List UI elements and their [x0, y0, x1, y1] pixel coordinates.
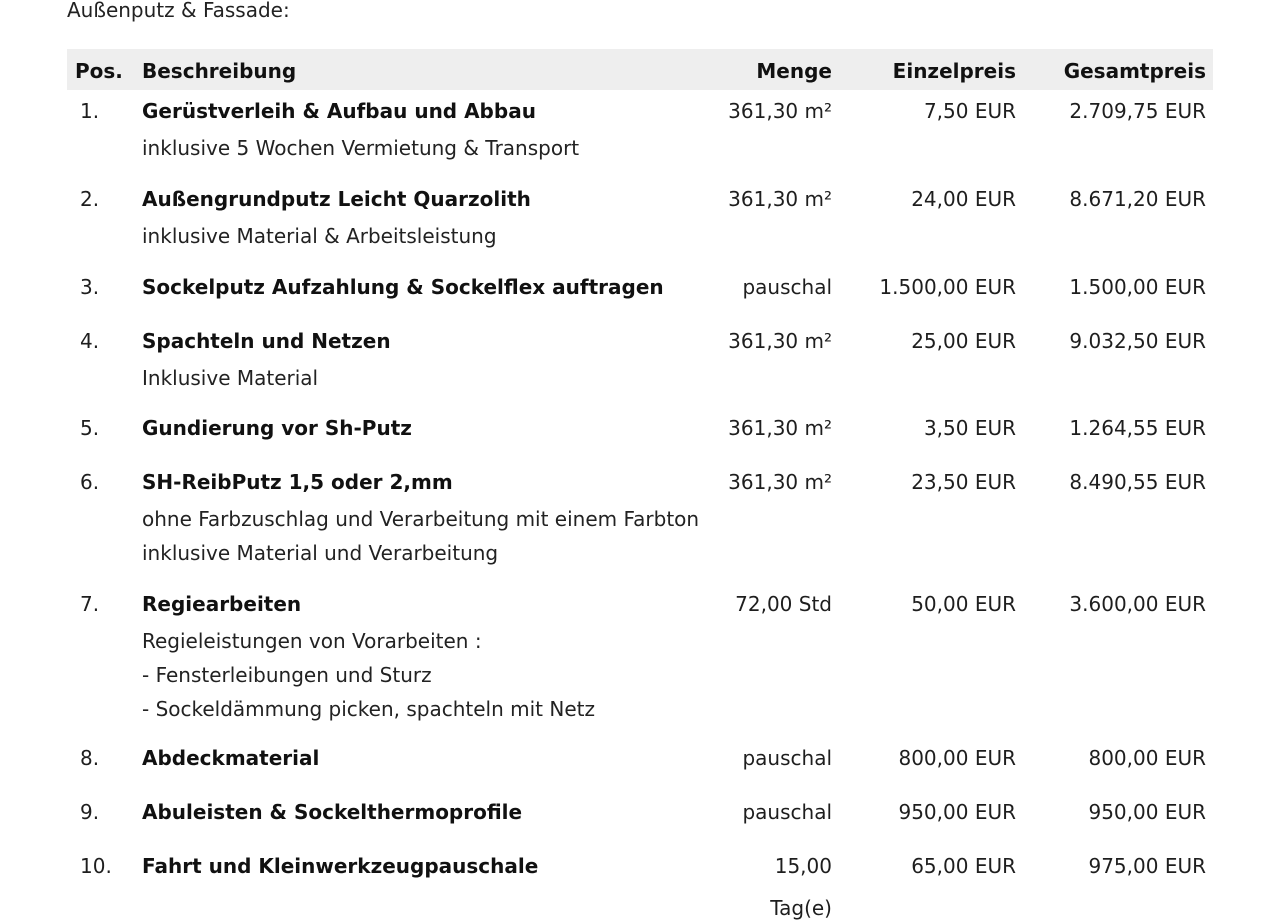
- row-menge: pauschal: [742, 746, 832, 770]
- row-gesamtpreis: 800,00 EUR: [1088, 746, 1206, 770]
- row-description: ohne Farbzuschlag und Verarbeitung mit einem Farbton: [142, 507, 700, 531]
- row-title: Fahrt und Kleinwerkzeugpauschale: [142, 854, 539, 878]
- row-title: SH-ReibPutz 1,5 oder 2,mm: [142, 470, 453, 494]
- row-gesamtpreis: 9.032,50 EUR: [1069, 329, 1206, 353]
- row-menge: 361,30 m²: [728, 416, 832, 440]
- row-title: Abuleisten & Sockelthermoprofile: [142, 800, 523, 824]
- row-gesamtpreis: 8.490,55 EUR: [1069, 470, 1206, 494]
- row-menge: 361,30 m²: [728, 329, 832, 353]
- row-title: Spachteln und Netzen: [142, 329, 391, 353]
- row-pos: 8.: [80, 746, 100, 770]
- row-title: Gerüstverleih & Aufbau und Abbau: [142, 99, 536, 123]
- row-description: inklusive Material & Arbeitsleistung: [142, 224, 497, 248]
- row-menge: 15,00: [774, 854, 832, 878]
- header-menge: Menge: [756, 59, 832, 83]
- row-title: Sockelputz Aufzahlung & Sockelflex auftragen: [142, 275, 664, 299]
- row-description: inklusive 5 Wochen Vermietung & Transport: [142, 136, 580, 160]
- row-einzelpreis: 7,50 EUR: [923, 99, 1016, 123]
- row-menge: 361,30 m²: [728, 99, 832, 123]
- row-pos: 6.: [80, 470, 100, 494]
- row-einzelpreis: 1.500,00 EUR: [879, 275, 1016, 299]
- row-menge-unit: Tag(e): [770, 896, 832, 920]
- row-pos: 4.: [80, 329, 100, 353]
- header-gesamtpreis: Gesamtpreis: [1063, 59, 1206, 83]
- row-pos: 10.: [80, 854, 112, 878]
- row-pos: 1.: [80, 99, 100, 123]
- row-einzelpreis: 23,50 EUR: [911, 470, 1016, 494]
- section-title: Außenputz & Fassade:: [67, 0, 290, 22]
- row-pos: 7.: [80, 592, 100, 616]
- row-menge: pauschal: [742, 800, 832, 824]
- row-einzelpreis: 25,00 EUR: [911, 329, 1016, 353]
- row-title: Gundierung vor Sh-Putz: [142, 416, 412, 440]
- row-title: Abdeckmaterial: [142, 746, 320, 770]
- row-einzelpreis: 3,50 EUR: [923, 416, 1016, 440]
- row-pos: 5.: [80, 416, 100, 440]
- row-einzelpreis: 800,00 EUR: [898, 746, 1016, 770]
- row-gesamtpreis: 1.264,55 EUR: [1069, 416, 1206, 440]
- header-einzelpreis: Einzelpreis: [892, 59, 1016, 83]
- row-description: inklusive Material und Verarbeitung: [142, 541, 499, 565]
- row-einzelpreis: 65,00 EUR: [911, 854, 1016, 878]
- row-einzelpreis: 950,00 EUR: [898, 800, 1016, 824]
- row-gesamtpreis: 8.671,20 EUR: [1069, 187, 1206, 211]
- row-description: Regieleistungen von Vorarbeiten :: [142, 629, 482, 653]
- row-gesamtpreis: 975,00 EUR: [1088, 854, 1206, 878]
- row-gesamtpreis: 1.500,00 EUR: [1069, 275, 1206, 299]
- row-pos: 3.: [80, 275, 100, 299]
- row-menge: 72,00 Std: [735, 592, 832, 616]
- row-pos: 2.: [80, 187, 100, 211]
- row-gesamtpreis: 950,00 EUR: [1088, 800, 1206, 824]
- row-menge: 361,30 m²: [728, 470, 832, 494]
- header-pos: Pos.: [75, 59, 123, 83]
- row-gesamtpreis: 2.709,75 EUR: [1069, 99, 1206, 123]
- row-menge: 361,30 m²: [728, 187, 832, 211]
- header-beschreibung: Beschreibung: [142, 59, 297, 83]
- row-menge: pauschal: [742, 275, 832, 299]
- row-title: Außengrundputz Leicht Quarzolith: [142, 187, 531, 211]
- row-title: Regiearbeiten: [142, 592, 302, 616]
- row-description: - Fensterleibungen und Sturz: [142, 663, 432, 687]
- row-description: - Sockeldämmung picken, spachteln mit Netz: [142, 697, 595, 721]
- row-pos: 9.: [80, 800, 100, 824]
- table-header: [67, 49, 1213, 90]
- row-einzelpreis: 50,00 EUR: [911, 592, 1016, 616]
- row-gesamtpreis: 3.600,00 EUR: [1069, 592, 1206, 616]
- row-einzelpreis: 24,00 EUR: [911, 187, 1016, 211]
- row-description: Inklusive Material: [142, 366, 319, 390]
